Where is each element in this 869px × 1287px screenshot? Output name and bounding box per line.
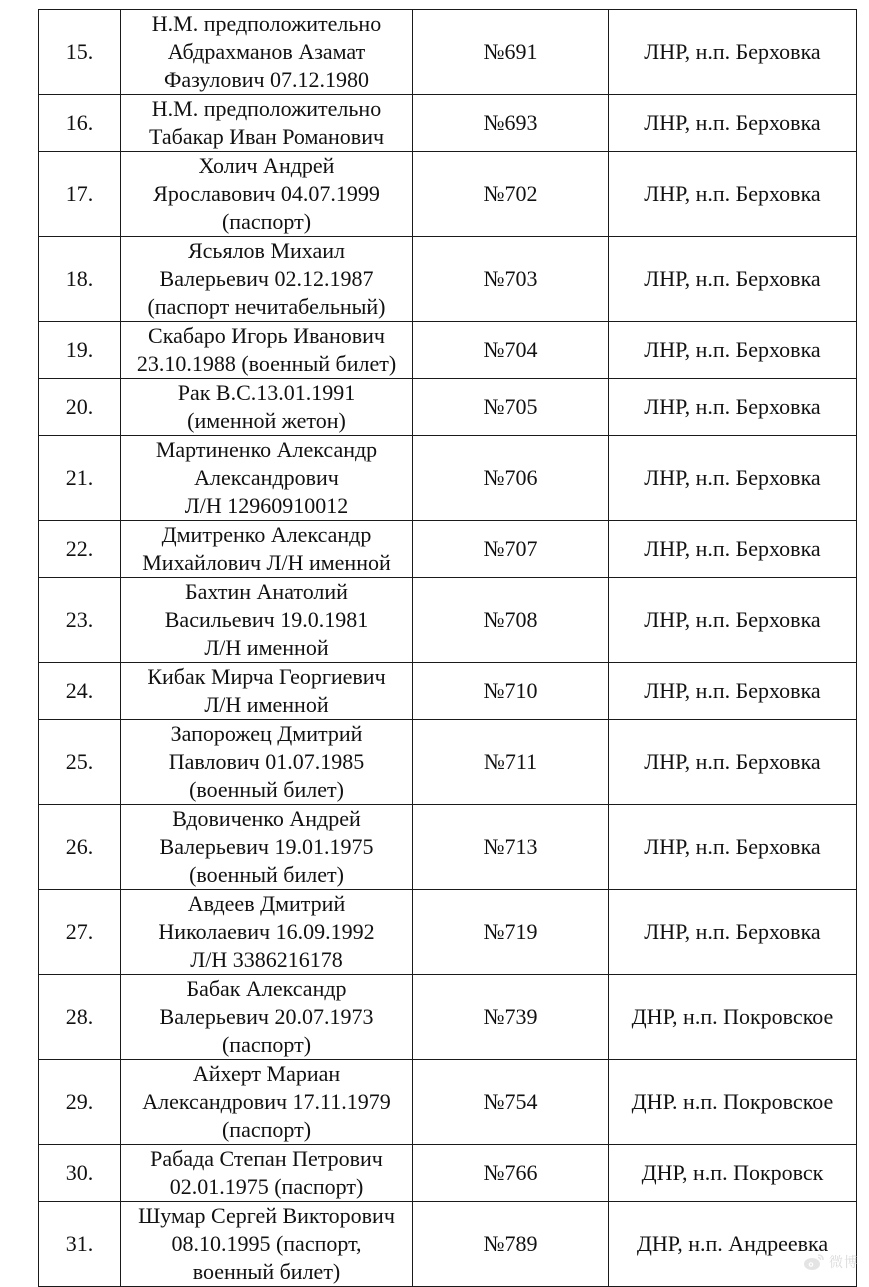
person-info: Шумар Сергей Викторович 08.10.1995 (паспорт, военный билет): [121, 1202, 413, 1287]
watermark: [803, 1252, 859, 1272]
table-row: [39, 95, 857, 152]
table-row: [39, 890, 857, 975]
row-number: 20.: [39, 379, 121, 436]
row-number: 28.: [39, 975, 121, 1060]
person-info: Айхерт Мариан Александрович 17.11.1979 (паспорт): [121, 1060, 413, 1145]
table-row: [39, 322, 857, 379]
person-info: Мартиненко Александр Александрович Л/Н 12960910012: [121, 436, 413, 521]
person-info: Кибак Мирча Георгиевич Л/Н именной: [121, 663, 413, 720]
table-row: [39, 805, 857, 890]
person-info: Рабада Степан Петрович 02.01.1975 (паспорт): [121, 1145, 413, 1202]
row-number: 23.: [39, 578, 121, 663]
person-info: Дмитренко Александр Михайлович Л/Н именной: [121, 521, 413, 578]
person-info: Холич Андрей Ярославович 04.07.1999 (паспорт): [121, 152, 413, 237]
table-row: [39, 10, 857, 95]
record-number: №704: [413, 322, 609, 379]
table-row: [39, 237, 857, 322]
row-number: 17.: [39, 152, 121, 237]
person-info: Бабак Александр Валерьевич 20.07.1973 (паспорт): [121, 975, 413, 1060]
table-row: [39, 663, 857, 720]
location: ЛНР, н.п. Берховка: [609, 237, 857, 322]
location: ЛНР, н.п. Берховка: [609, 521, 857, 578]
location: ДНР, н.п. Покровское: [609, 975, 857, 1060]
record-number: №711: [413, 720, 609, 805]
record-number: №710: [413, 663, 609, 720]
location: ЛНР, н.п. Берховка: [609, 436, 857, 521]
location: ЛНР, н.п. Берховка: [609, 578, 857, 663]
person-info: Авдеев Дмитрий Николаевич 16.09.1992 Л/Н 3386216178: [121, 890, 413, 975]
table-row: [39, 436, 857, 521]
record-number: №706: [413, 436, 609, 521]
row-number: 22.: [39, 521, 121, 578]
location: ЛНР, н.п. Берховка: [609, 890, 857, 975]
table-row: [39, 521, 857, 578]
record-number: №713: [413, 805, 609, 890]
row-number: 15.: [39, 10, 121, 95]
record-number: №719: [413, 890, 609, 975]
record-number: №693: [413, 95, 609, 152]
location: ДНР, н.п. Покровск: [609, 1145, 857, 1202]
table-row: [39, 975, 857, 1060]
location: ЛНР, н.п. Берховка: [609, 10, 857, 95]
row-number: 24.: [39, 663, 121, 720]
location: ЛНР, н.п. Берховка: [609, 379, 857, 436]
person-info: Бахтин Анатолий Васильевич 19.0.1981 Л/Н именной: [121, 578, 413, 663]
row-number: 19.: [39, 322, 121, 379]
location: ЛНР, н.п. Берховка: [609, 95, 857, 152]
table-row: [39, 152, 857, 237]
record-number: №739: [413, 975, 609, 1060]
person-info: Скабаро Игорь Иванович 23.10.1988 (военный билет): [121, 322, 413, 379]
location: ЛНР, н.п. Берховка: [609, 322, 857, 379]
record-number: №702: [413, 152, 609, 237]
table-row: [39, 578, 857, 663]
record-number: №708: [413, 578, 609, 663]
record-number: №707: [413, 521, 609, 578]
watermark-text: 微博: [829, 1255, 859, 1271]
row-number: 25.: [39, 720, 121, 805]
table-row: [39, 1060, 857, 1145]
row-number: 16.: [39, 95, 121, 152]
list-table: [38, 9, 857, 1287]
table-row: [39, 379, 857, 436]
location: ЛНР, н.п. Берховка: [609, 152, 857, 237]
row-number: 29.: [39, 1060, 121, 1145]
weibo-logo-icon: [803, 1253, 825, 1271]
row-number: 31.: [39, 1202, 121, 1287]
table-row: [39, 720, 857, 805]
record-number: №754: [413, 1060, 609, 1145]
row-number: 21.: [39, 436, 121, 521]
record-number: №705: [413, 379, 609, 436]
location: ДНР. н.п. Покровское: [609, 1060, 857, 1145]
row-number: 26.: [39, 805, 121, 890]
table-body: [39, 10, 857, 1287]
person-info: Ясьялов Михаил Валерьевич 02.12.1987 (паспорт нечитабельный): [121, 237, 413, 322]
location: ЛНР, н.п. Берховка: [609, 663, 857, 720]
record-number: №766: [413, 1145, 609, 1202]
row-number: 18.: [39, 237, 121, 322]
location: ЛНР, н.п. Берховка: [609, 720, 857, 805]
person-info: Н.М. предположительно Табакар Иван Романович: [121, 95, 413, 152]
person-info: Запорожец Дмитрий Павлович 01.07.1985 (военный билет): [121, 720, 413, 805]
location: ЛНР, н.п. Берховка: [609, 805, 857, 890]
table-row: [39, 1145, 857, 1202]
row-number: 27.: [39, 890, 121, 975]
location: ДНР, н.п. Андреевка: [609, 1202, 857, 1287]
record-number: №691: [413, 10, 609, 95]
person-info: Н.М. предположительно Абдрахманов Азамат Фазулович 07.12.1980: [121, 10, 413, 95]
person-info: Рак В.С.13.01.1991 (именной жетон): [121, 379, 413, 436]
row-number: 30.: [39, 1145, 121, 1202]
record-number: №703: [413, 237, 609, 322]
record-number: №789: [413, 1202, 609, 1287]
person-info: Вдовиченко Андрей Валерьевич 19.01.1975 (военный билет): [121, 805, 413, 890]
table-row: [39, 1202, 857, 1287]
